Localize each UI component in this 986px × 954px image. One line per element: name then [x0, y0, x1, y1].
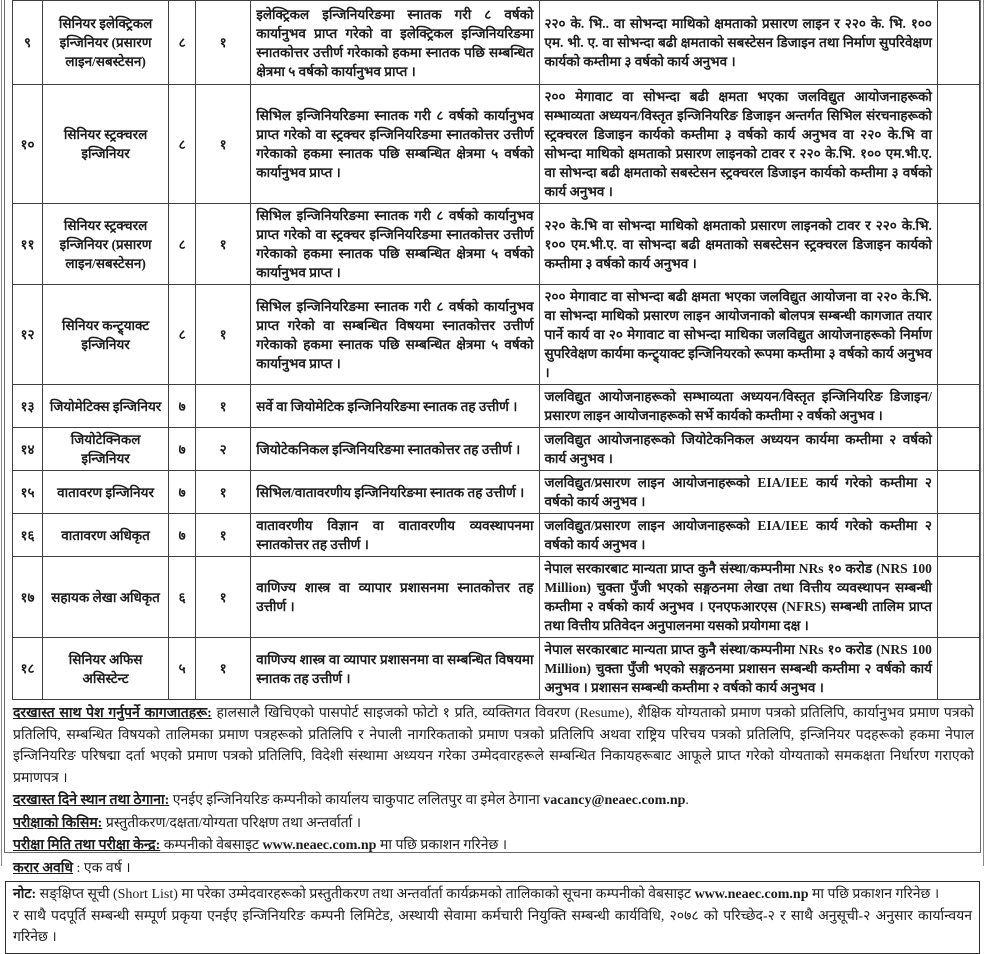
application-address-section	[13, 790, 974, 812]
remarks	[937, 85, 979, 204]
serial-number: ९	[13, 1, 43, 85]
qualification: इलेक्ट्रिकल इन्जिनियरिङमा स्नातक गरी ८ वर्षको कार्यानुभव प्राप्त गरेको वा इलेक्ट्रिकल इन्जिनियरिङमा स्नातकोत्तर उत्तीर्ण गरेकाको हकमा स्नातक पछि सम्बन्धित क्षेत्रमा ५ वर्षको कार्यानुभव प्राप्त ।	[251, 1, 539, 85]
qualification: जियोटेकनिकल इन्जिनियरिङमा स्नातकोत्तर तह उत्तीर्ण ।	[251, 428, 539, 471]
experience: २२० के.भि वा सोभन्दा माथिको क्षमताको प्रसारण लाइनको टावर र २२० के.भि. १०० एम.भी.ए. वा सोभन्दा बढी क्षमताको सबस्टेसन स्ट्रक्चरल डिजाइन कार्यको कम्तीमा ३ वर्षको कार्य अनुभव ।	[539, 204, 937, 285]
outer-border-right	[983, 0, 984, 866]
position-title: सिनियर स्ट्रक्चरल इन्जिनियर (प्रसारण लाइन/सबस्टेसन)	[43, 204, 169, 285]
position-title: सहायक लेखा अधिकृत	[43, 557, 169, 638]
table-row	[13, 638, 980, 700]
exam-date-suffix: मा पछि प्रकाशन गरिनेछ ।	[376, 838, 508, 853]
level: ८	[169, 204, 196, 285]
serial-number: १५	[13, 471, 43, 514]
position-count: १	[196, 638, 251, 700]
application-email: vacancy@neaec.com.np	[543, 793, 686, 808]
position-count: २	[196, 428, 251, 471]
position-count: १	[196, 85, 251, 204]
position-title: जियोटेक्निकल इन्जिनियर	[43, 428, 169, 471]
table-row	[13, 1, 980, 85]
exam-date-text: कम्पनीको वेबसाइट	[160, 838, 263, 853]
application-address-suffix: .	[685, 793, 689, 808]
note-line1-suffix: मा पछि प्रकाशन गरिनेछ ।	[808, 887, 940, 902]
application-address-label: दरखास्त दिने स्थान तथा ठेगाना:	[13, 793, 170, 808]
experience: जलविद्युत आयोजनाहरूको जियोटेकनिकल अध्ययन कार्यमा कम्तीमा २ वर्षको कार्य अनुभव ।	[539, 428, 937, 471]
table-row	[13, 85, 980, 204]
note-section	[5, 881, 980, 954]
outer-border-left	[1, 0, 2, 866]
experience: जलविद्युत/प्रसारण लाइन आयोजनाहरूको EIA/IEE कार्य गरेको कम्तीमा २ वर्षको कार्य अनुभव ।	[539, 471, 937, 514]
position-title: सिनियर अफिस असिस्टेन्ट	[43, 638, 169, 700]
position-title: जियोमेटिक्स इन्जिनियर	[43, 385, 169, 428]
footer-sections	[5, 700, 980, 879]
qualification: वातावरणीय विज्ञान वा वातावरणीय व्यवस्थापनमा स्नातकोत्तर तह उत्तीर्ण ।	[251, 514, 539, 557]
contract-period-label: करार अवधि	[13, 860, 74, 876]
level: ८	[169, 85, 196, 204]
position-count: १	[196, 514, 251, 557]
qualification: सिभिल इन्जिनियरिङमा स्नातक गरी ८ वर्षको कार्यानुभव प्राप्त गरेको वा स्ट्रक्चर इन्जिनियरिङमा स्नातकोत्तर उत्तीर्ण गरेकाको हकमा स्नातक पछि सम्बन्धित क्षेत्रमा ५ वर्षको कार्यानुभव प्राप्त ।	[251, 85, 539, 204]
remarks	[937, 638, 979, 700]
exam-type-section	[13, 813, 974, 835]
position-count: १	[196, 285, 251, 385]
qualification: सिभिल इन्जिनियरिङमा स्नातक गरी ८ वर्षको कार्यानुभव प्राप्त गरेको वा स्ट्रक्चर इन्जिनियरिङमा स्नातकोत्तर उत्तीर्ण गरेकाको हकमा स्नातक पछि सम्बन्धित क्षेत्रमा ५ वर्षको कार्यानुभव प्राप्त ।	[251, 204, 539, 285]
application-address-text: एनईए इन्जिनियरिङ कम्पनीको कार्यालय चाकुपाट ललितपुर वा इमेल ठेगाना	[169, 793, 544, 808]
vacancy-table	[12, 0, 980, 700]
position-count: १	[196, 471, 251, 514]
remarks	[937, 557, 979, 638]
qualification: वाणिज्य शास्त्र वा व्यापार प्रशासनमा वा सम्बन्धित विषयमा स्नातक तह उत्तीर्ण ।	[251, 638, 539, 700]
serial-number: १७	[13, 557, 43, 638]
position-count: १	[196, 204, 251, 285]
qualification: सिभिल इन्जिनियरिङमा स्नातक गरी ८ वर्षको कार्यानुभव प्राप्त गरेको वा सम्बन्धित विषयमा स्नातकोत्तर उत्तीर्ण गरेकाको हकमा स्नातक पछि सम्बन्धित क्षेत्रमा ५ वर्षको कार्यानुभव प्राप्त ।	[251, 285, 539, 385]
table-row	[13, 385, 980, 428]
level: ८	[169, 285, 196, 385]
table-row	[13, 204, 980, 285]
table-row	[13, 557, 980, 638]
position-count: १	[196, 385, 251, 428]
qualification: सर्वे वा जियोमेटिक इन्जिनियरिङमा स्नातक तह उत्तीर्ण ।	[251, 385, 539, 428]
note-line2-text: र साथै पदपूर्ति सम्बन्धी सम्पूर्ण प्रकृया एनईए इन्जिनियरिङ कम्पनी लिमिटेड, अस्थायी सेवामा कर्मचारी नियुक्ति सम्बन्धी कार्यविधि, २०७८ को परिच्छेद-२ र साथै अनुसूची-२ अनुसार कार्यान्वयन गरिनेछ ।	[13, 908, 972, 945]
position-title: वातावरण अधिकृत	[43, 514, 169, 557]
documents-required-label: दरखास्त साथ पेश गर्नुपर्ने कागजातहरू:	[13, 706, 212, 721]
notice-document	[4, 0, 981, 945]
remarks	[937, 514, 979, 557]
position-title: सिनियर कन्ट्र्याक्ट इन्जिनियर	[43, 285, 169, 385]
note-label: नोट:	[13, 887, 37, 902]
position-count: १	[196, 1, 251, 85]
serial-number: ११	[13, 204, 43, 285]
position-title: सिनियर इलेक्ट्रिकल इन्जिनियर (प्रसारण लाइन/सबस्टेसन)	[43, 1, 169, 85]
remarks	[937, 1, 979, 85]
documents-required-text: हालसालै खिचिएको पासपोर्ट साइजको फोटो १ प्रति, व्यक्तिगत विवरण (Resume), शैक्षिक योग्यताको प्रमाण पत्रको प्रतिलिपि, कार्यानुभव प्रमाण पत्रको प्रतिलिपि, सम्बन्धित विषयको तालिमका प्रमाण पत्रहरूको प्रतिलिपि र नेपाली नागरिकताको प्रमाण पत्रको प्रतिलिपि अथवा राष्ट्रिय परिचय पत्रको प्रतिलिपि, इन्जिनियर पदहरूको हकमा नेपाल इन्जिनियरिङ परिषद्मा दर्ता भएको प्रमाण पत्रको प्रतिलिपि, विदेशी संस्थामा अध्ययन गरेका उम्मेदवारहरूले सम्बन्धित निकायहरूबाट आफूले प्राप्त गरेको योग्यताको समकक्षता निर्धारण गराएको प्रमाणपत्र ।	[13, 706, 974, 786]
level: ५	[169, 638, 196, 700]
exam-date-label: परीक्षा मिति तथा परीक्षा केन्द्र:	[13, 838, 161, 853]
level: ७	[169, 428, 196, 471]
level: ६	[169, 557, 196, 638]
serial-number: १०	[13, 85, 43, 204]
exam-date-section	[13, 835, 974, 857]
company-website: www.neaec.com.np	[262, 838, 377, 853]
qualification: वाणिज्य शास्त्र वा व्यापार प्रशासनमा स्नातकोत्तर तह उत्तीर्ण ।	[251, 557, 539, 638]
table-row	[13, 514, 980, 557]
experience: २२० के. भि.. वा सोभन्दा माथिको क्षमताको प्रसारण लाइन र २२० के. भि. १०० एम. भी. ए. वा सोभन्दा बढी क्षमताको सबस्टेसन डिजाइन तथा निर्माण सुपरिवेक्षण कार्यको कम्तीमा ३ वर्षको कार्य अनुभव ।	[539, 1, 937, 85]
serial-number: १६	[13, 514, 43, 557]
serial-number: १४	[13, 428, 43, 471]
documents-required-section	[13, 703, 974, 789]
position-title: सिनियर स्ट्रक्चरल इन्जिनियर	[43, 85, 169, 204]
table-row	[13, 285, 980, 385]
remarks	[937, 471, 979, 514]
experience: २०० मेगावाट वा सोभन्दा बढी क्षमता भएका जलविद्युत आयोजना वा २२० के.भि. वा सोभन्दा माथिको प्रसारण लाइन आयोजनाको बोलपत्र सम्बन्धी कागजात तयार पार्ने कार्य वा २० मेगावाट वा सोभन्दा माथिका जलविद्युत आयोजनाहरूको निर्माण सुपरिवेक्षण कार्यमा कन्ट्र्याक्ट इन्जिनियरको रूपमा कम्तीमा ३ वर्षको कार्य अनुभव ।	[539, 285, 937, 385]
level: ७	[169, 385, 196, 428]
remarks	[937, 285, 979, 385]
level: ७	[169, 471, 196, 514]
exam-type-label: परीक्षाको किसिम:	[13, 815, 103, 831]
position-title: वातावरण इन्जिनियर	[43, 471, 169, 514]
position-count: १	[196, 557, 251, 638]
experience: जलविद्युत आयोजनाहरूको सम्भाव्यता अध्ययन/विस्तृत इन्जिनियरिङ डिजाइन/ प्रसारण लाइन आयोजनाहरूको सर्भे कार्यको कम्तीमा २ वर्षको अनुभव ।	[539, 385, 937, 428]
serial-number: १२	[13, 285, 43, 385]
experience: जलविद्युत/प्रसारण लाइन आयोजनाहरूको EIA/IEE कार्य गरेको कम्तीमा २ वर्षको कार्य अनुभव ।	[539, 514, 937, 557]
table-row	[13, 428, 980, 471]
experience: २०० मेगावाट वा सोभन्दा बढी क्षमता भएका जलविद्युत आयोजनाहरूको सम्भाव्यता अध्ययन/विस्तृत इन्जिनियरिङ डिजाइन अन्तर्गत सिभिल संरचनाहरूको स्ट्रक्चरल डिजाइन कार्यको कम्तीमा ३ वर्षको कार्य अनुभव वा २२० के.भि वा सोभन्दा माथिको क्षमताको प्रसारण लाइनको टावर र २२० के.भि. १०० एम.भी.ए. वा सोभन्दा बढी क्षमताको सबस्टेसन स्ट्रक्चरल डिजाइन कार्यको कम्तीमा ३ वर्षको कार्य अनुभव ।	[539, 85, 937, 204]
table-row	[13, 471, 980, 514]
serial-number: १८	[13, 638, 43, 700]
remarks	[937, 428, 979, 471]
experience: नेपाल सरकारबाट मान्यता प्राप्त कुनै संस्था/कम्पनीमा NRs १० करोड (NRS 100 Million) चुक्ता पुँजी भएको सङ्गठनमा प्रशासन सम्बन्धी कम्तीमा २ वर्षको कार्य अनुभव । प्रशासन सम्बन्धी कम्तीमा २ वर्षको कार्य अनुभव ।	[539, 638, 937, 700]
contract-period-text: : एक वर्ष ।	[73, 860, 131, 876]
level: ७	[169, 514, 196, 557]
experience: नेपाल सरकारबाट मान्यता प्राप्त कुनै संस्था/कम्पनीमा NRs १० करोड (NRS 100 Million) चुक्ता पुँजी भएको सङ्गठनमा लेखा तथा वित्तीय व्यवस्थापन सम्बन्धी कम्तीमा २ वर्षको कार्य अनुभव । एनएफआरएस (NFRS) सम्बन्धी तालिम प्राप्त तथा वित्तीय प्रतिवेदन अनुपालनमा यसको प्रयोगमा दक्ष ।	[539, 557, 937, 638]
remarks	[937, 204, 979, 285]
contract-period-section	[13, 858, 974, 880]
level: ८	[169, 1, 196, 85]
qualification: सिभिल/वातावरणीय इन्जिनियरिङमा स्नातक तह उत्तीर्ण ।	[251, 471, 539, 514]
remarks	[937, 385, 979, 428]
serial-number: १३	[13, 385, 43, 428]
note-line1-text: सङ्क्षिप्त सूची (Short List) मा परेका उम्मेदवारहरूको प्रस्तुतीकरण तथा अन्तर्वार्ता कार्यक्रमको तालिकाको सूचना कम्पनीको वेबसाइट	[36, 887, 695, 902]
exam-type-text: प्रस्तुतीकरण/दक्षता/योग्यता परिक्षण तथा अन्तर्वार्ता ।	[102, 815, 362, 831]
note-website: www.neaec.com.np	[694, 887, 809, 902]
